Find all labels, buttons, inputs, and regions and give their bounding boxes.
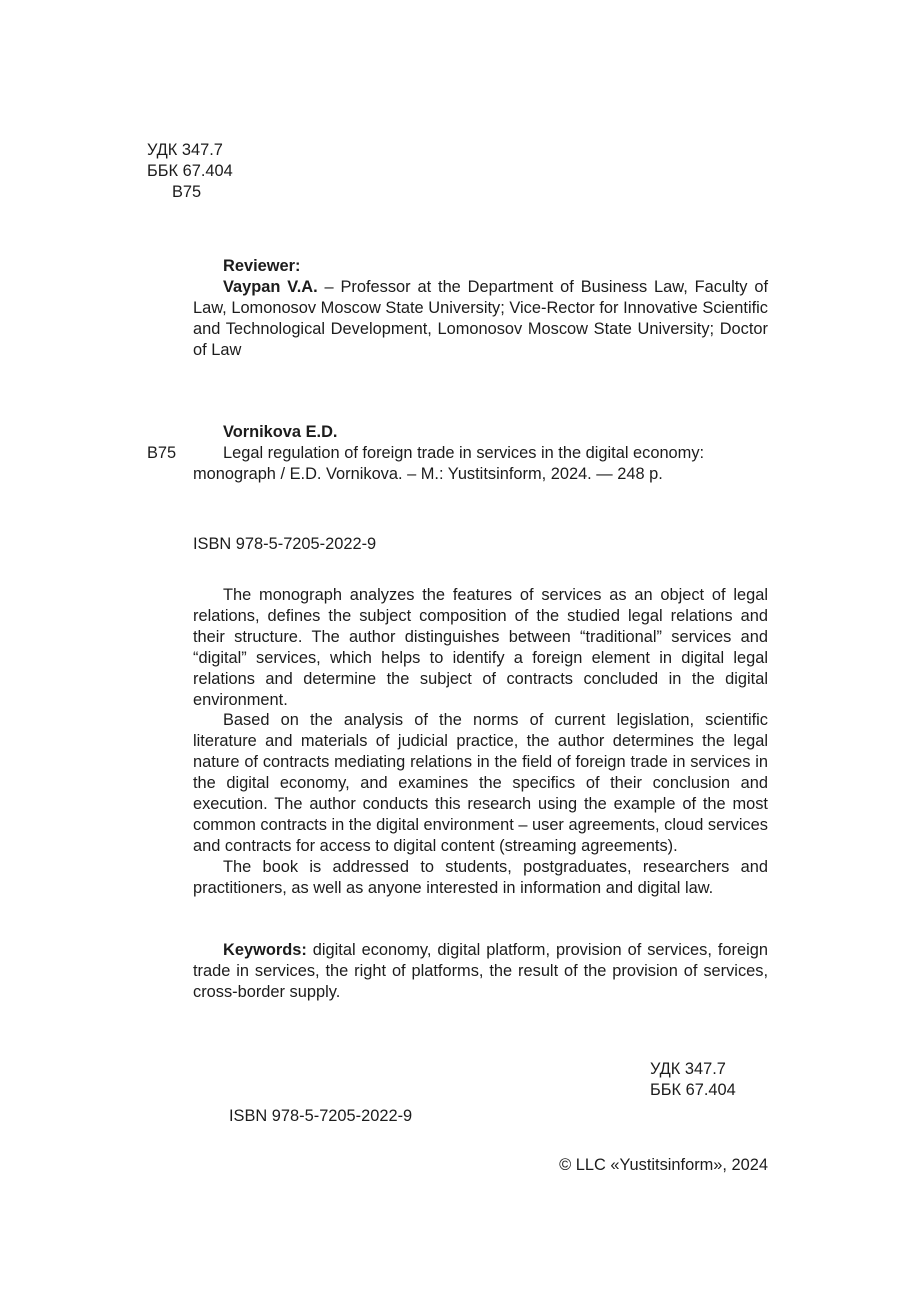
reviewer-section	[193, 256, 768, 361]
author-sign: В75	[172, 183, 202, 201]
keywords-text: digital economy, digital platform, provision of services, foreign trade in services, the right of platforms, the result of the provision of services, cross-border supply.	[193, 941, 768, 1001]
bibliographic-line-1: Legal regulation of foreign trade in services in the digital economy:	[223, 444, 705, 462]
reviewer-heading: Reviewer:	[223, 257, 301, 275]
reviewer-name: Vaypan V.A.	[223, 277, 318, 296]
bottom-udk-code: УДК 347.7	[650, 1060, 726, 1078]
copyright: © LLC «Yustitsinform», 2024	[559, 1156, 768, 1174]
abstract	[193, 585, 768, 899]
keywords	[193, 940, 768, 1003]
reviewer-description: – Professor at the Department of Business Law, Faculty of Law, Lomonosov Moscow State University; Vice-Rector for Innovative Scientific and Technological Development, Lomonosov Moscow State University; Doctor of Law	[193, 277, 768, 359]
bibliographic-author: Vornikova E.D.	[223, 423, 338, 441]
abstract-paragraph: The book is addressed to students, postgraduates, researchers and practitioners, as well as anyone interested in information and digital law.	[193, 857, 768, 897]
abstract-paragraph: The monograph analyzes the features of services as an object of legal relations, defines the subject composition of the studied legal relations and their structure. The author distinguishes between “traditional” services and “digital” services, which helps to identify a foreign element in digital legal relations and determine the subject of contracts concluded in the digital environment.	[193, 586, 768, 709]
udk-code: УДК 347.7	[147, 141, 223, 159]
bibliographic-description	[193, 443, 768, 485]
bibliographic-line-2: monograph / E.D. Vornikova. – M.: Yustitsinform, 2024. — 248 p.	[193, 464, 663, 483]
bbk-code: ББК 67.404	[147, 162, 233, 180]
keywords-label: Keywords:	[223, 941, 307, 959]
abstract-paragraph: Based on the analysis of the norms of current legislation, scientific literature and materials of judicial practice, the author determines the legal nature of contracts mediating relations in the field of foreign trade in services in the digital economy, and examines the specifics of their conclusion and execution. The author conducts this research using the example of the most common contracts in the digital environment – user agreements, cloud services and contracts for access to digital content (streaming agreements).	[193, 711, 768, 855]
isbn-top: ISBN 978-5-7205-2022-9	[193, 535, 377, 553]
reviewer-text	[193, 277, 768, 361]
isbn-bottom: ISBN 978-5-7205-2022-9	[229, 1107, 413, 1125]
bottom-bbk-code: ББК 67.404	[650, 1081, 736, 1099]
bibliographic-sign: В75	[147, 444, 177, 462]
